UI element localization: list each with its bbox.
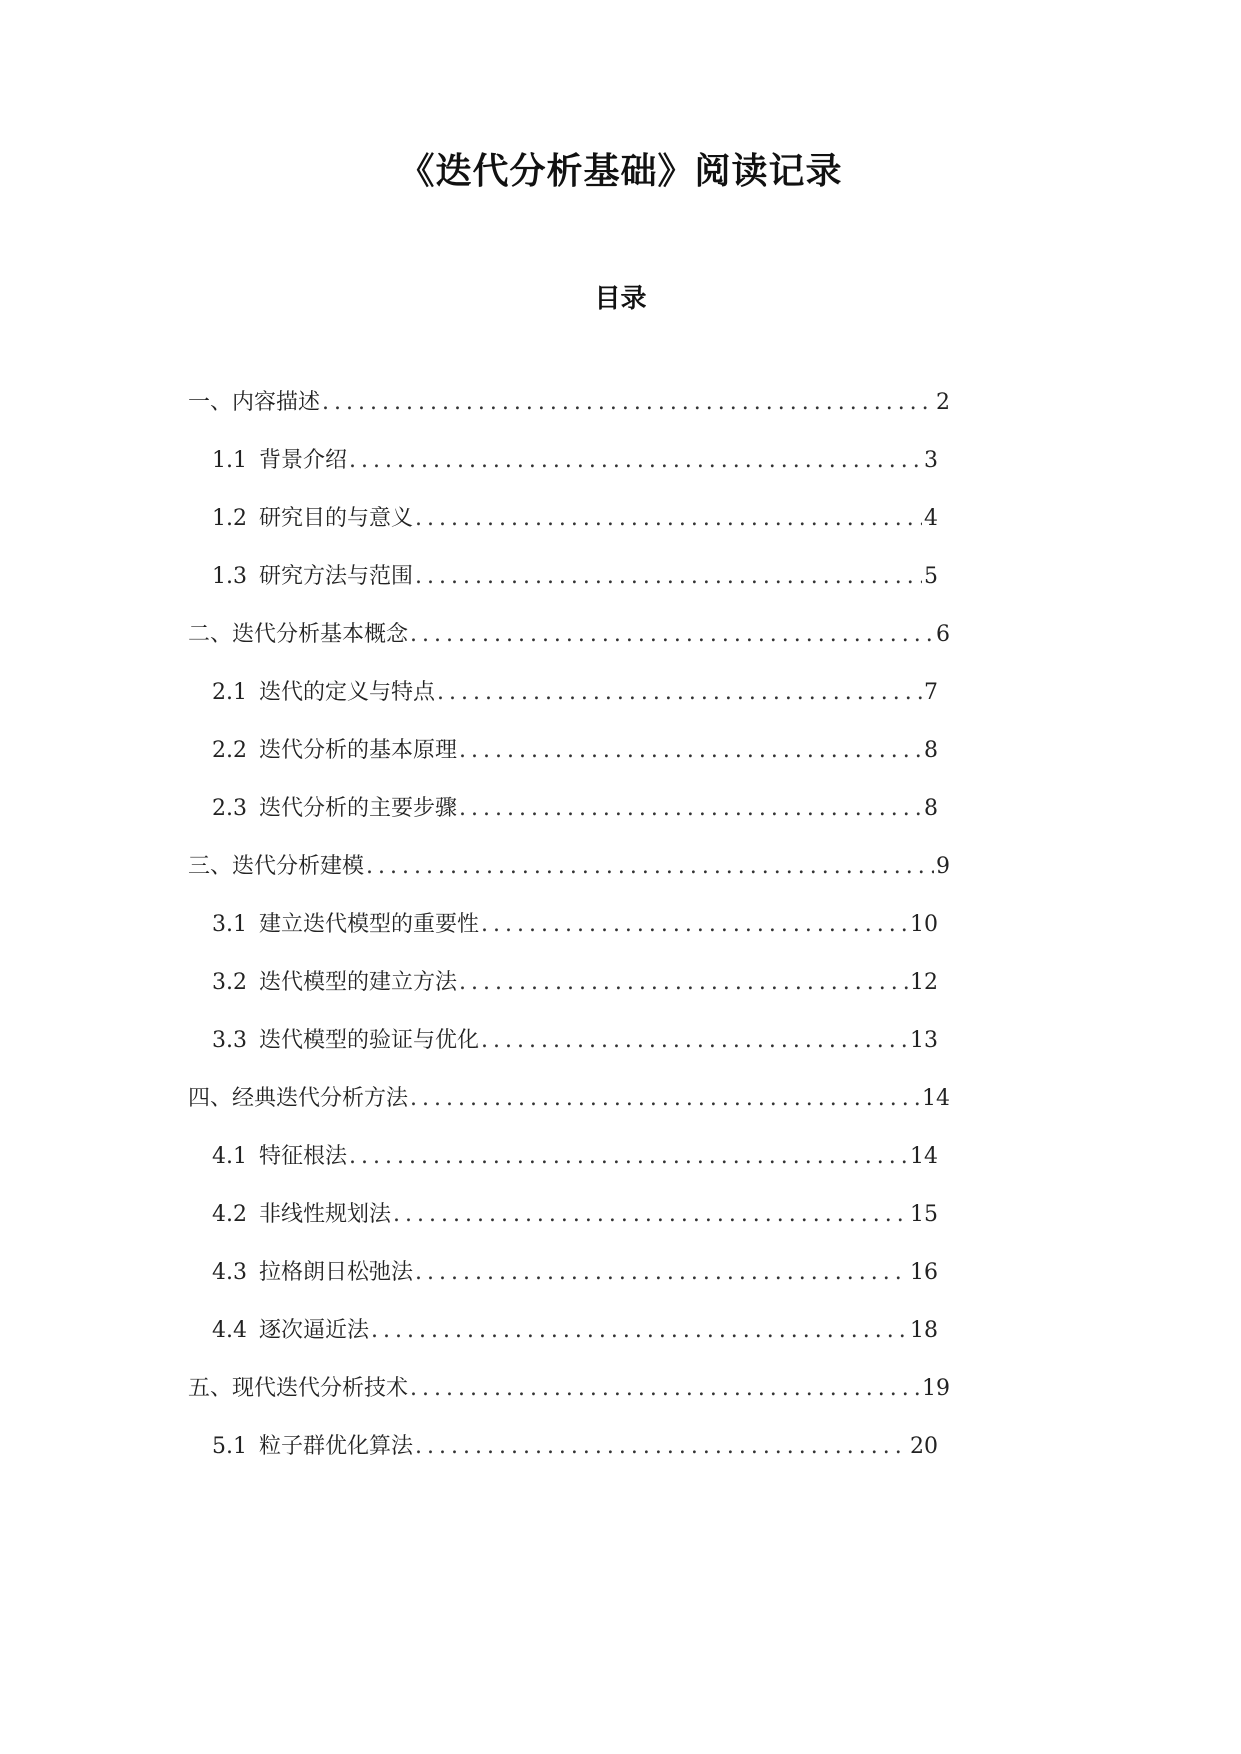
toc-leader-dots — [481, 905, 908, 945]
toc-entry-page-number: 12 — [910, 970, 938, 995]
toc-entry-number: 3.2 — [212, 970, 247, 995]
toc-entry-page-number: 3 — [924, 448, 938, 473]
toc-entry[interactable] — [212, 1427, 938, 1467]
toc-leader-dots — [322, 383, 934, 423]
toc-leader-dots — [415, 499, 922, 539]
toc-leader-dots — [459, 963, 908, 1003]
toc-entry[interactable] — [212, 1137, 938, 1177]
toc-entry-number: 1.1 — [212, 448, 247, 473]
toc-entry[interactable] — [212, 441, 938, 481]
toc-entry-page-number: 20 — [910, 1434, 938, 1459]
toc-leader-dots — [459, 789, 922, 829]
toc-leader-dots — [437, 673, 922, 713]
toc-entry-label: 迭代模型的建立方法 — [259, 970, 458, 995]
toc-entry-label: 拉格朗日松弛法 — [259, 1260, 414, 1285]
toc-entry[interactable] — [188, 1369, 950, 1409]
toc-entry[interactable] — [188, 847, 950, 887]
toc-leader-dots — [481, 1021, 908, 1061]
toc-leader-dots — [366, 847, 934, 887]
toc-leader-dots — [371, 1311, 908, 1351]
toc-entry[interactable] — [212, 963, 938, 1003]
toc-leader-dots — [349, 1137, 908, 1177]
toc-entry-label: 三、迭代分析建模 — [188, 854, 365, 879]
toc-entry[interactable] — [212, 1195, 938, 1235]
toc-entry[interactable] — [212, 789, 938, 829]
toc-entry-page-number: 14 — [922, 1086, 950, 1111]
toc-entry-label: 建立迭代模型的重要性 — [259, 912, 480, 937]
toc-entry[interactable] — [212, 557, 938, 597]
toc-leader-dots — [415, 1253, 908, 1293]
toc-entry-label: 四、经典迭代分析方法 — [188, 1086, 409, 1111]
toc-entry-number: 2.3 — [212, 796, 247, 821]
toc-entry[interactable] — [212, 905, 938, 945]
toc-leader-dots — [459, 731, 922, 771]
toc-leader-dots — [415, 1427, 908, 1467]
toc-leader-dots — [393, 1195, 908, 1235]
toc-entry-number: 3.1 — [212, 912, 247, 937]
toc-entry-number: 4.2 — [212, 1202, 247, 1227]
toc-entry-page-number: 14 — [910, 1144, 938, 1169]
toc-entry[interactable] — [212, 499, 938, 539]
toc-entry-number: 1.3 — [212, 564, 247, 589]
toc-entry-label: 五、现代迭代分析技术 — [188, 1376, 409, 1401]
toc-entry-label: 研究目的与意义 — [259, 506, 414, 531]
toc-leader-dots — [415, 557, 922, 597]
toc-entry-number: 4.4 — [212, 1318, 247, 1343]
toc-entry-page-number: 7 — [924, 680, 938, 705]
toc-entry-page-number: 8 — [924, 796, 938, 821]
toc-entry-label: 背景介绍 — [259, 448, 348, 473]
toc-entry-page-number: 5 — [924, 564, 938, 589]
toc-entry-number: 4.1 — [212, 1144, 247, 1169]
document-title: 《迭代分析基础》阅读记录 — [398, 151, 843, 192]
toc-leader-dots — [349, 441, 922, 481]
toc-entry-label: 迭代的定义与特点 — [259, 680, 436, 705]
toc-leader-dots — [410, 1079, 920, 1119]
toc-entry[interactable] — [212, 1253, 938, 1293]
toc-entry-number: 5.1 — [212, 1434, 247, 1459]
toc-entry[interactable] — [188, 383, 950, 423]
toc-entry[interactable] — [212, 1311, 938, 1351]
toc-entry-page-number: 9 — [936, 854, 950, 879]
toc-entry[interactable] — [188, 1079, 950, 1119]
toc-entry-number: 2.1 — [212, 680, 247, 705]
toc-entry-page-number: 15 — [910, 1202, 938, 1227]
toc-entry[interactable] — [212, 731, 938, 771]
toc-entry-label: 研究方法与范围 — [259, 564, 414, 589]
toc-entry-label: 迭代分析的基本原理 — [259, 738, 458, 763]
toc-entry-page-number: 16 — [910, 1260, 938, 1285]
toc-entry[interactable] — [212, 1021, 938, 1061]
toc-entry-page-number: 6 — [936, 622, 950, 647]
toc-leader-dots — [410, 1369, 920, 1409]
toc-entry-number: 3.3 — [212, 1028, 247, 1053]
toc-entry[interactable] — [212, 673, 938, 713]
toc-entry-label: 二、迭代分析基本概念 — [188, 622, 409, 647]
toc-entry-number: 2.2 — [212, 738, 247, 763]
toc-entry-page-number: 18 — [910, 1318, 938, 1343]
toc-leader-dots — [410, 615, 934, 655]
toc-heading: 目录 — [594, 284, 647, 314]
toc-entry-page-number: 8 — [924, 738, 938, 763]
toc-entry-label: 特征根法 — [259, 1144, 348, 1169]
toc-entry-number: 4.3 — [212, 1260, 247, 1285]
toc-entry-page-number: 4 — [924, 506, 938, 531]
toc-entry-label: 逐次逼近法 — [259, 1318, 370, 1343]
toc-entry-label: 迭代分析的主要步骤 — [259, 796, 458, 821]
toc-entry-page-number: 2 — [936, 390, 950, 415]
toc-entry-label: 粒子群优化算法 — [259, 1434, 414, 1459]
toc-entry-label: 迭代模型的验证与优化 — [259, 1028, 480, 1053]
toc-entry-number: 1.2 — [212, 506, 247, 531]
toc-entry-page-number: 10 — [910, 912, 938, 937]
toc-entry-label: 非线性规划法 — [259, 1202, 392, 1227]
toc-entry-page-number: 19 — [922, 1376, 950, 1401]
toc-entry-page-number: 13 — [910, 1028, 938, 1053]
toc-entry-label: 一、内容描述 — [188, 390, 321, 415]
toc-entry[interactable] — [188, 615, 950, 655]
